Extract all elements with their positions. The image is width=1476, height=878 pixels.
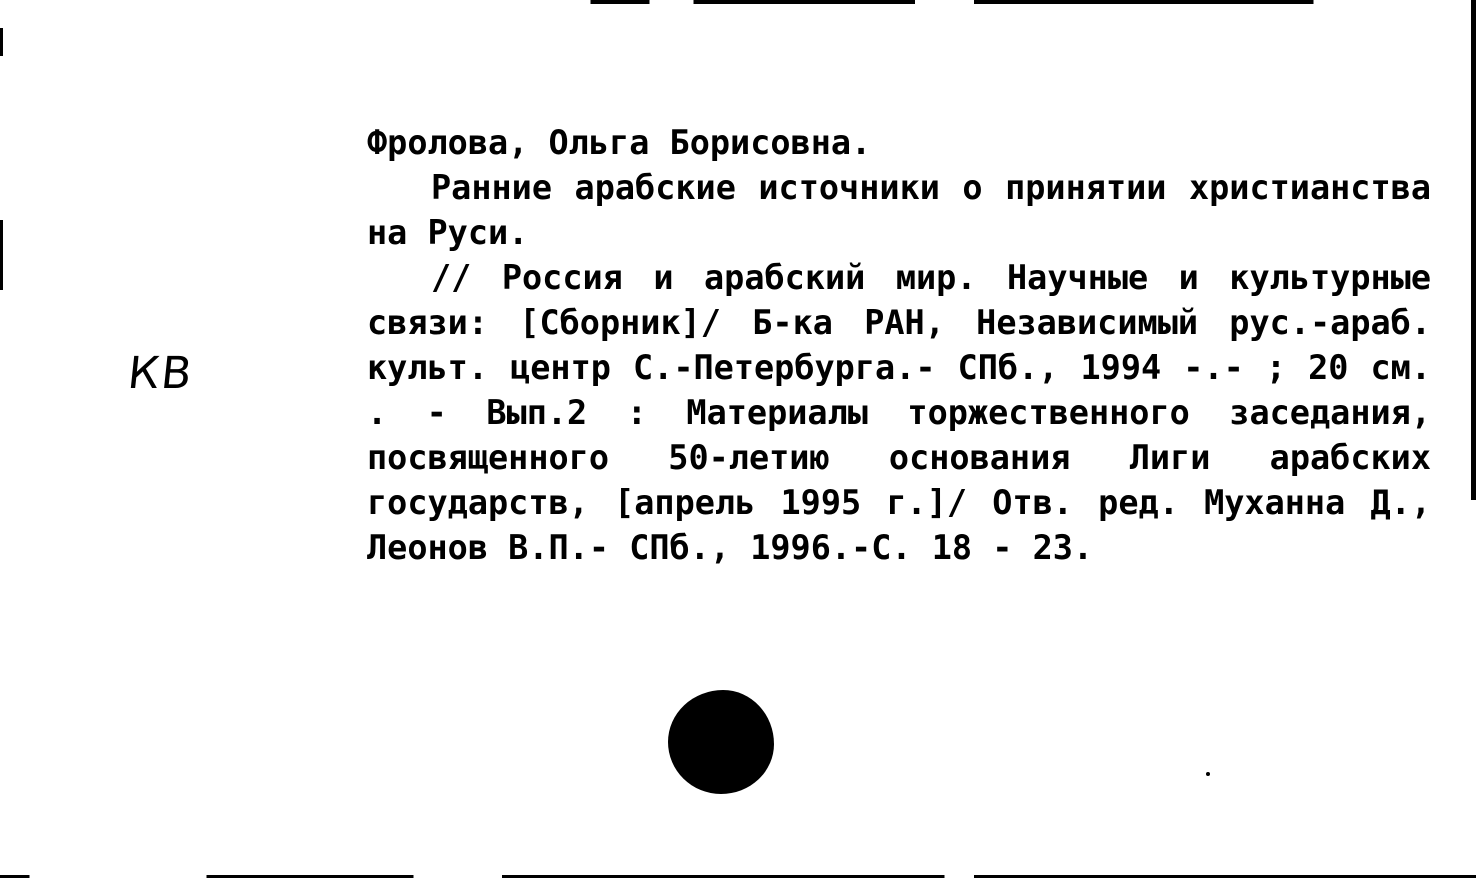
scan-speck xyxy=(1206,772,1210,776)
scan-edge-top xyxy=(0,0,1476,4)
scan-edge-left xyxy=(0,220,3,290)
punch-hole xyxy=(668,690,774,794)
author-heading: Фролова, Ольга Борисовна. xyxy=(367,123,872,162)
bibliographic-entry xyxy=(367,120,1431,570)
source-description: // Россия и арабский мир. Научные и культурные связи: [Сборник]/ Б-ка РАН, Независимый рус.-араб. культ. центр С.-Петербурга.- СПб., 1994 -.- ; 20 см. . - Вып.2 : Материалы торжественного заседания, посвященного 50-летию основания Лиги арабских государств, [апрель 1995 г.]/ Отв. ред. Муханна Д., Леонов В.П.- СПб., 1996.-С. 18 - 23. xyxy=(367,258,1431,567)
handwritten-shelfmark: КВ xyxy=(125,348,197,399)
scan-edge-right xyxy=(1471,0,1476,500)
work-title: Ранние арабские источники о принятии христианства на Руси. xyxy=(367,168,1431,252)
scan-edge-left xyxy=(0,28,3,56)
